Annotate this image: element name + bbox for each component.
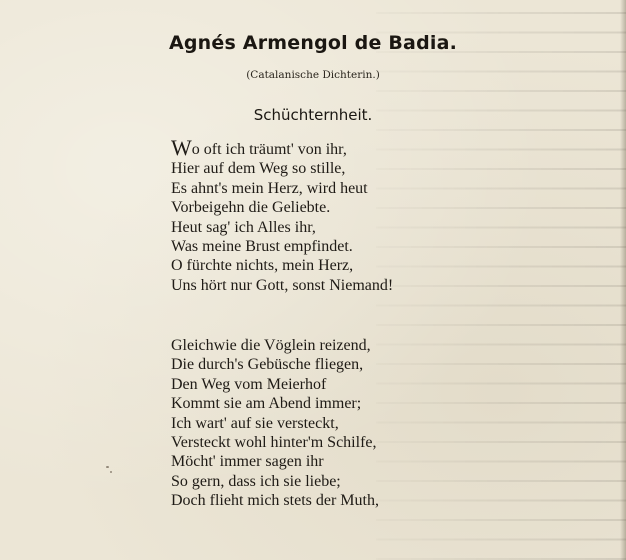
poem-line: Versteckt wohl hinter'm Schilfe, [171, 434, 377, 452]
poem-line: Gleichwie die Vöglein reizend, [171, 337, 371, 354]
stanza-1 [171, 135, 394, 295]
poem-line: Möcht' immer sagen ihr [171, 453, 324, 471]
poem-line: Den Weg vom Meierhof [171, 375, 327, 393]
first-line-rest: o oft ich träumt' von ihr, [191, 141, 347, 158]
poem-line: So gern, dass ich sie liebe; [171, 472, 341, 490]
paper-speck [106, 466, 109, 468]
poem-line-first [171, 135, 393, 160]
paper-speck [110, 471, 112, 473]
poem-line: Uns hört nur Gott, sonst Niemand! [171, 276, 394, 294]
poem-title: Schüchternheit. [253, 106, 373, 124]
poem-line: Kommt sie am Abend immer; [171, 395, 362, 413]
poem-line: Es ahnt's mein Herz, wird heut [171, 179, 368, 197]
poem-line: Heut sag' ich Alles ihr, [171, 218, 316, 236]
author-heading: Agnés Armengol de Badia. [168, 32, 458, 54]
page-edge-shadow [620, 0, 626, 560]
poem-line: Ich wart' auf sie versteckt, [171, 414, 339, 432]
poem-line: Doch flieht mich stets der Muth, [171, 492, 379, 510]
poem-line: O fürchte nichts, mein Herz, [171, 257, 354, 275]
stanza-2 [171, 336, 379, 511]
poem-line: Was meine Brust empfindet. [171, 238, 353, 256]
drop-cap: W [171, 135, 192, 160]
bleed-through-texture [376, 0, 626, 560]
poem-line: Hier auf dem Weg so stille, [171, 160, 346, 178]
poem-line: Vorbeigehn die Geliebte. [171, 199, 331, 217]
poem-line: Die durch's Gebüsche fliegen, [171, 356, 364, 374]
author-subtitle: (Catalanische Dichterin.) [246, 69, 380, 81]
